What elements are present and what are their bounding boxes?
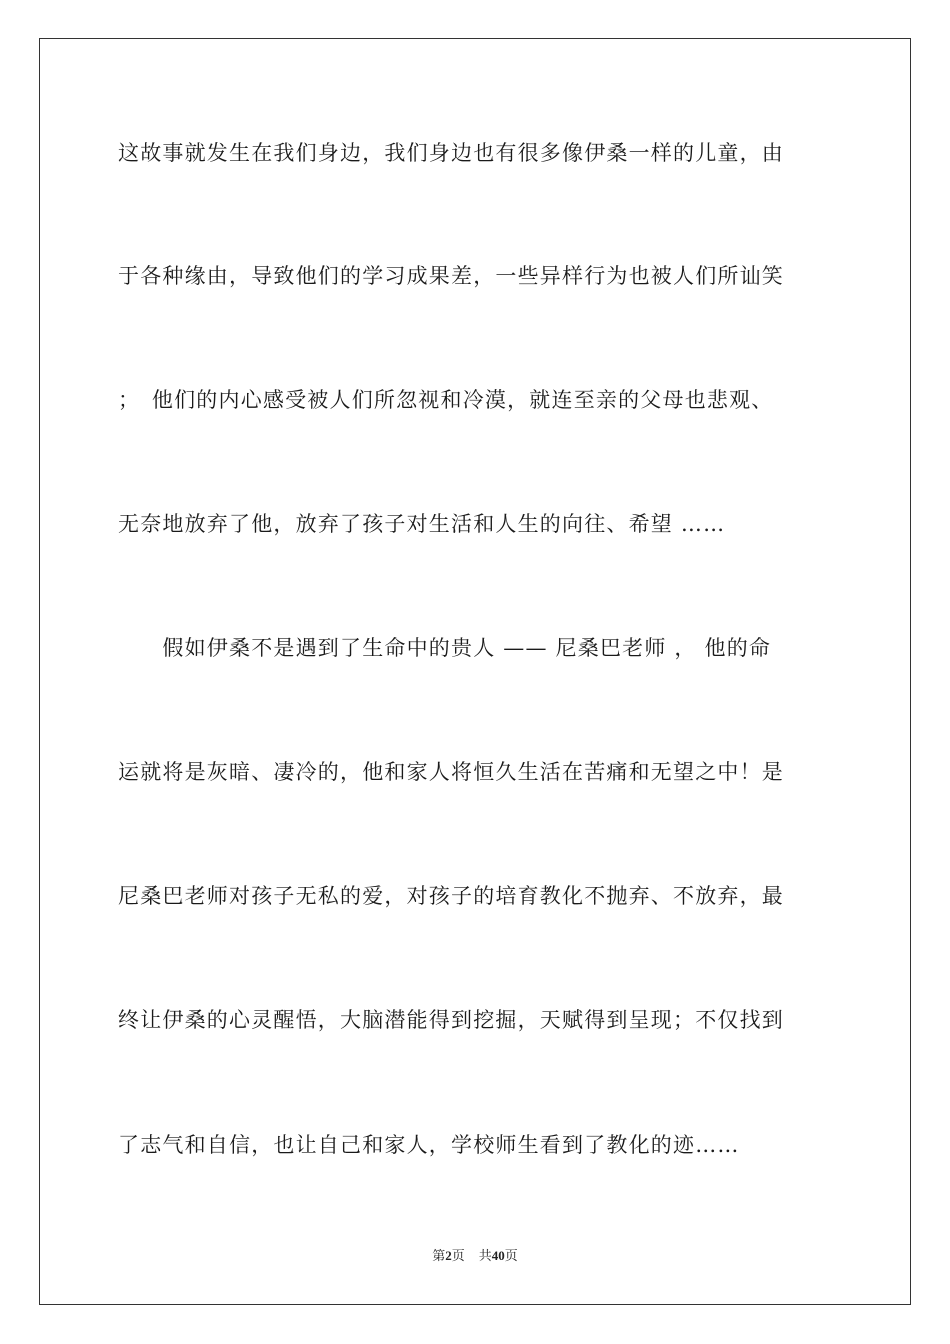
body-text-line: 尼桑巴老师对孩子无私的爱，对孩子的培育教化不抛弃、不放弃，最	[118, 884, 784, 908]
body-text-line: ； 他们的内心感受被人们所忽视和冷漠，就连至亲的父母也悲观、	[118, 388, 774, 412]
total-prefix: 共	[478, 1248, 492, 1263]
body-text-line: 于各种缘由，导致他们的学习成果差，一些异样行为也被人们所讪笑	[118, 264, 784, 288]
body-text-line: 运就将是灰暗、凄冷的，他和家人将恒久生活在苦痛和无望之中！是	[118, 760, 784, 784]
page-suffix: 页	[451, 1248, 465, 1263]
body-text-line: 无奈地放弃了他，放弃了孩子对生活和人生的向往、希望 ……	[118, 512, 726, 536]
body-text-line: 假如伊桑不是遇到了生命中的贵人 —— 尼桑巴老师 ， 他的命	[118, 636, 772, 660]
page-footer	[0, 1247, 950, 1265]
body-text-line: 终让伊桑的心灵醒悟，大脑潜能得到挖掘，天赋得到呈现；不仅找到	[118, 1008, 784, 1032]
page-frame	[39, 38, 911, 1305]
page-number: 2	[445, 1248, 452, 1263]
body-text-line: 了志气和自信，也让自己和家人，学校师生看到了教化的迹……	[118, 1133, 740, 1157]
total-suffix: 页	[504, 1248, 518, 1263]
total-pages: 40	[491, 1248, 505, 1263]
page-prefix: 第	[432, 1248, 446, 1263]
body-text-line: 这故事就发生在我们身边，我们身边也有很多像伊桑一样的儿童，由	[118, 141, 784, 165]
